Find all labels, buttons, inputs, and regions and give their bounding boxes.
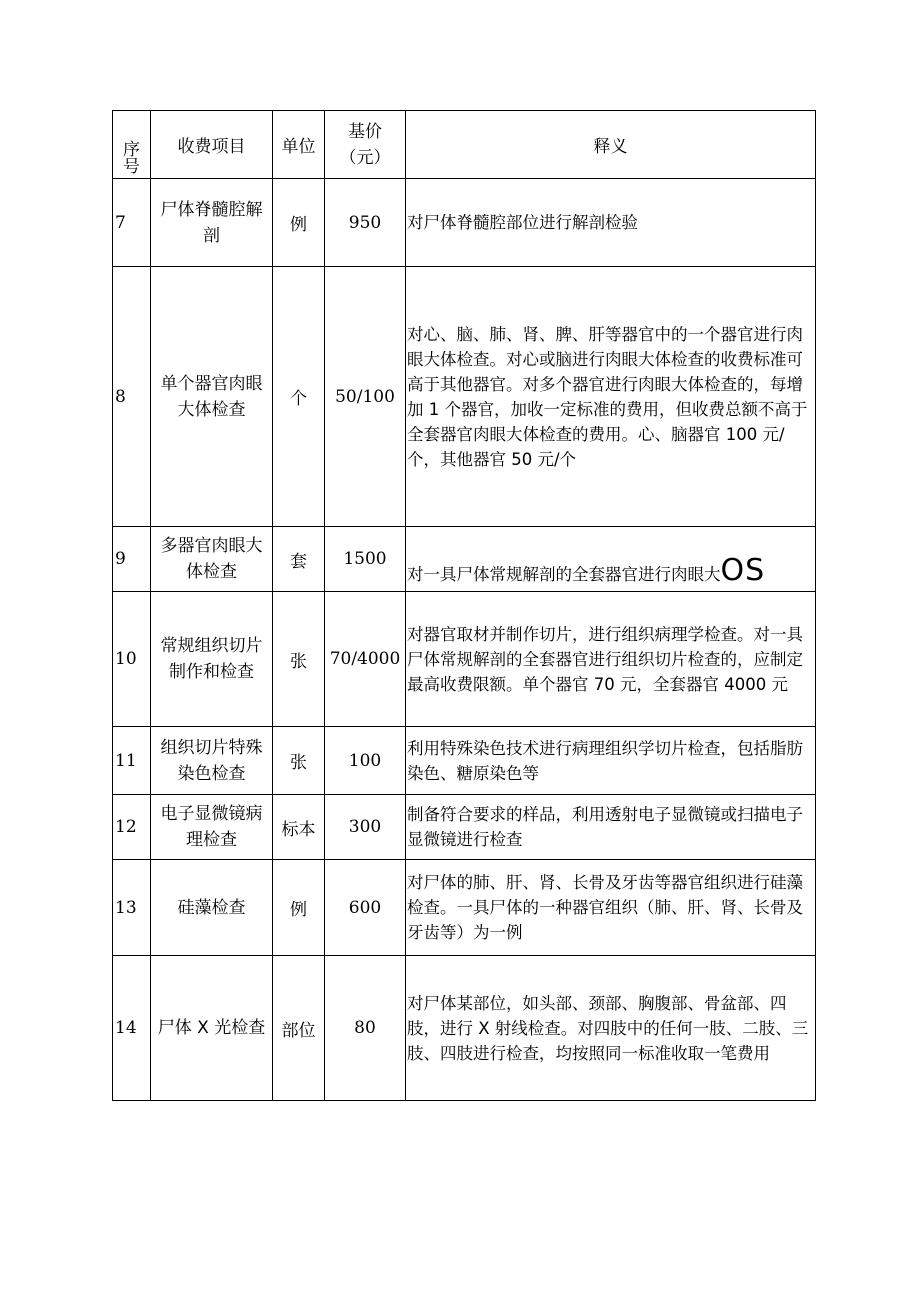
- row-price: 300: [325, 795, 406, 860]
- row-unit: 例: [273, 860, 325, 956]
- row-item: 硅藻检查: [151, 860, 273, 956]
- table-row: [113, 795, 816, 860]
- header-item: 收费项目: [151, 111, 273, 179]
- row-desc-text: 对一具尸体常规解剖的全套器官进行肉眼大: [407, 565, 721, 584]
- row-no: 7: [113, 179, 151, 267]
- row-no: 14: [113, 956, 151, 1101]
- header-price-line2: （元）: [339, 147, 391, 168]
- row-price: 70/4000: [325, 592, 406, 727]
- row-no: 9: [113, 527, 151, 592]
- row-price: 950: [325, 179, 406, 267]
- header-desc: 释义: [406, 111, 816, 179]
- row-unit: 张: [273, 727, 325, 795]
- header-price: [325, 111, 406, 179]
- row-unit: 张: [273, 592, 325, 727]
- header-price-line1: 基价: [348, 121, 382, 142]
- row-item: 常规组织切片制作和检查: [151, 592, 273, 727]
- table-row: [113, 592, 816, 727]
- row-no: 8: [113, 267, 151, 527]
- row-price: 80: [325, 956, 406, 1101]
- row-item: 多器官肉眼大体检查: [151, 527, 273, 592]
- row-item: 尸体 X 光检查: [151, 956, 273, 1101]
- table-row: [113, 956, 816, 1101]
- row-price: 50/100: [325, 267, 406, 527]
- row-unit: 套: [273, 527, 325, 592]
- row-price: 600: [325, 860, 406, 956]
- row-item: 组织切片特殊染色检查: [151, 727, 273, 795]
- row-unit: 例: [273, 179, 325, 267]
- row-no: 10: [113, 592, 151, 727]
- row-desc: 对心、脑、肺、肾、脾、肝等器官中的一个器官进行肉眼大体检查。对心或脑进行肉眼大体检查的收费标准可高于其他器官。对多个器官进行肉眼大体检查的，每增加 1 个器官，加收一定标准的费用，但收费总额不高于全套器官肉眼大体检查的费用。心、脑器官 100 元/个，其他器官 50 元/个: [406, 267, 816, 527]
- row-desc: 对尸体的肺、肝、肾、长骨及牙齿等器官组织进行硅藻检查。一具尸体的一种器官组织（肺、肝、肾、长骨及牙齿等）为一例: [406, 860, 816, 956]
- row-desc: 对尸体某部位，如头部、颈部、胸腹部、骨盆部、四肢，进行 X 射线检查。对四肢中的任何一肢、二肢、三肢、四肢进行检查，均按照同一标准收取一笔费用: [406, 956, 816, 1101]
- table-row: [113, 727, 816, 795]
- row-desc: 制备符合要求的样品，利用透射电子显微镜或扫描电子显微镜进行检查: [406, 795, 816, 860]
- fee-table: [112, 110, 816, 1101]
- row-no: 11: [113, 727, 151, 795]
- row-item: 尸体脊髓腔解剖: [151, 179, 273, 267]
- header-no: 序号: [113, 111, 151, 179]
- row-desc: 对器官取材并制作切片，进行组织病理学检查。对一具尸体常规解剖的全套器官进行组织切片检查的，应制定最高收费限额。单个器官 70 元，全套器官 4000 元: [406, 592, 816, 727]
- table-row: [113, 860, 816, 956]
- row-unit: 个: [273, 267, 325, 527]
- table-row: [113, 267, 816, 527]
- table-row: [113, 179, 816, 267]
- row-desc: [406, 527, 816, 592]
- row-desc: 利用特殊染色技术进行病理组织学切片检查，包括脂肪染色、糖原染色等: [406, 727, 816, 795]
- row-item: 单个器官肉眼大体检查: [151, 267, 273, 527]
- row-unit: 部位: [273, 956, 325, 1101]
- row-item: 电子显微镜病理检查: [151, 795, 273, 860]
- row-unit: 标本: [273, 795, 325, 860]
- row-desc: 对尸体脊髓腔部位进行解剖检验: [406, 179, 816, 267]
- row-price: 100: [325, 727, 406, 795]
- header-row: [113, 111, 816, 179]
- row-price: 1500: [325, 527, 406, 592]
- table-row: [113, 527, 816, 592]
- header-unit: 单位: [273, 111, 325, 179]
- row-no: 12: [113, 795, 151, 860]
- row-desc-tail: OS: [720, 553, 766, 588]
- row-no: 13: [113, 860, 151, 956]
